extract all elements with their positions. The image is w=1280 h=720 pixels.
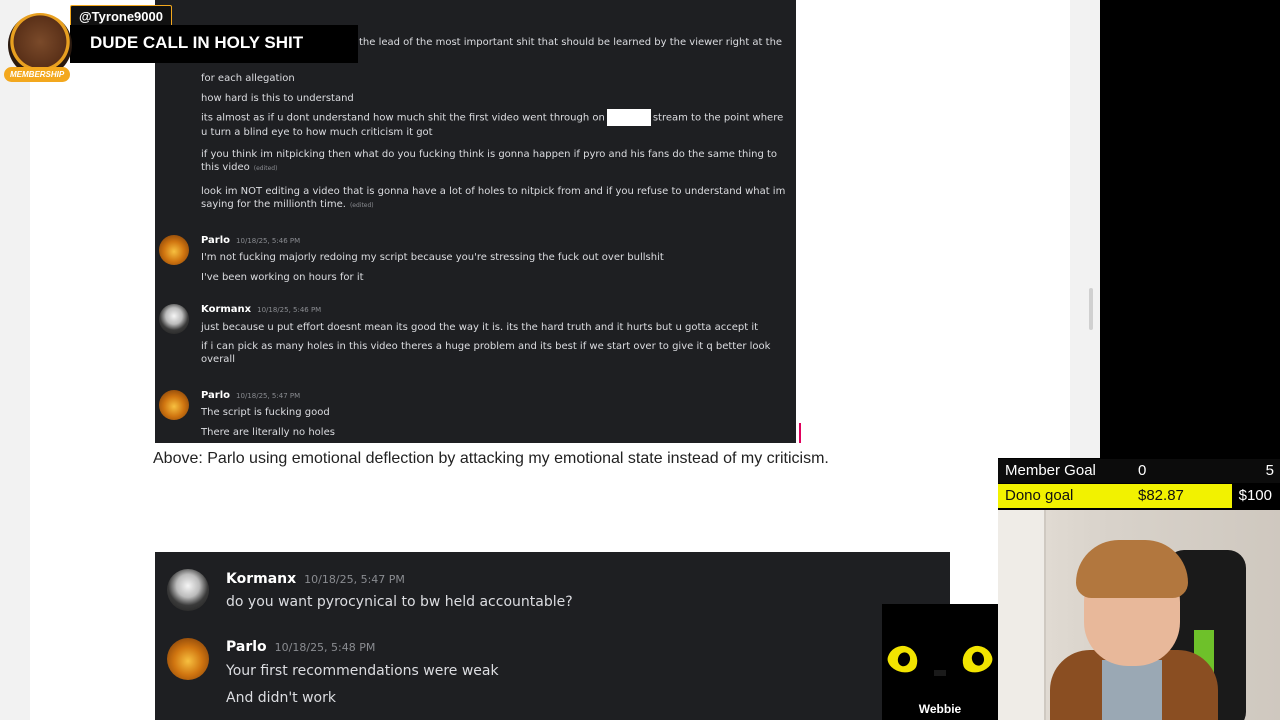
alert-message: DUDE CALL IN HOLY SHIT xyxy=(90,33,304,52)
alert-username: @Tyrone9000 xyxy=(70,5,172,29)
timestamp: 10/18/25, 5:47 PM xyxy=(236,392,301,400)
chat-line: I'm not fucking majorly redoing my script because you're stressing the fuck out over bullshit xyxy=(201,252,664,263)
cat-overlay xyxy=(882,604,998,720)
goal-target: 5 xyxy=(1265,462,1274,479)
scrollbar-thumb[interactable] xyxy=(1089,288,1093,330)
goal-label: Dono goal xyxy=(1005,487,1074,504)
chat-line xyxy=(201,109,791,139)
chat-line: There are literally no holes xyxy=(201,427,335,438)
avatar xyxy=(167,569,209,611)
chat-line: do you want pyrocynical to bw held accountable? xyxy=(226,594,573,610)
redaction-block xyxy=(607,109,651,126)
text-cursor-marker xyxy=(799,423,801,443)
message-header xyxy=(226,571,405,587)
discord-screenshot-1 xyxy=(155,0,796,443)
chat-line: how hard is this to understand xyxy=(201,93,354,104)
chat-line-fragment: the lead of the most important shit that should be learned by the viewer right at the xyxy=(359,37,783,48)
chat-line xyxy=(201,185,791,212)
cat-eye-icon xyxy=(959,642,996,676)
webcam-hair xyxy=(1076,540,1188,598)
chat-line: Your first recommendations were weak xyxy=(226,663,499,679)
avatar xyxy=(167,638,209,680)
author-name: Parlo xyxy=(201,235,231,246)
timestamp: 10/18/25, 5:46 PM xyxy=(236,237,301,245)
goal-label: Member Goal xyxy=(1005,462,1096,479)
membership-badge: MEMBERSHIP xyxy=(4,67,70,82)
message-header xyxy=(201,235,300,246)
avatar xyxy=(159,390,189,420)
chat-line: And didn't work xyxy=(226,690,336,706)
cat-nose xyxy=(934,670,946,676)
edited-tag: (edited) xyxy=(349,202,374,209)
goal-current: 0 xyxy=(1138,462,1147,479)
chat-line: just because u put effort doesnt mean its good the way it is. its the hard truth and it hurts but u gotta accept it xyxy=(201,322,759,333)
timestamp: 10/18/25, 5:48 PM xyxy=(274,641,376,654)
chat-line-text: stream to the point where u turn a blind eye to how much criticism it got xyxy=(201,112,784,138)
message-header xyxy=(201,390,300,401)
chat-line: The script is fucking good xyxy=(201,407,330,418)
chat-line: I've been working on hours for it xyxy=(201,272,364,283)
timestamp: 10/18/25, 5:47 PM xyxy=(304,573,405,586)
webcam-feed xyxy=(998,510,1280,720)
author-name: Parlo xyxy=(226,639,267,655)
document-gutter-left xyxy=(0,0,30,720)
author-name: Parlo xyxy=(201,390,231,401)
chat-line: if i can pick as many holes in this video theres a huge problem and its best if we start over to give it q better look overall xyxy=(201,341,771,365)
discord-screenshot-2 xyxy=(155,552,950,720)
webcam-shirt xyxy=(1102,660,1162,720)
dono-goal-row xyxy=(998,484,1280,508)
document-caption: Above: Parlo using emotional deflection by attacking my emotional state instead of my criticism. xyxy=(153,450,829,467)
timestamp: 10/18/25, 5:46 PM xyxy=(257,306,322,314)
edited-tag: (edited) xyxy=(253,165,278,172)
message-header xyxy=(226,639,375,655)
alert-message-box xyxy=(70,25,358,63)
goal-current: $82.87 xyxy=(1138,487,1184,504)
goal-target: $100 xyxy=(1237,484,1274,508)
chat-line-text: if you think im nitpicking then what do you fucking think is gonna happen if pyro and his fans do the same thing to this video xyxy=(201,149,778,173)
message-header xyxy=(201,304,321,315)
cat-eye-icon xyxy=(885,642,922,676)
cat-overlay-label: Webbie xyxy=(918,702,962,716)
webcam-door xyxy=(998,510,1046,720)
author-name: Kormanx xyxy=(226,571,297,587)
member-goal-row xyxy=(998,459,1280,483)
avatar xyxy=(159,304,189,334)
chat-line xyxy=(201,148,791,175)
author-name: Kormanx xyxy=(201,304,252,315)
avatar xyxy=(159,235,189,265)
chat-line-text: its almost as if u dont understand how much shit the first video went through on xyxy=(201,112,605,124)
goals-widget xyxy=(998,458,1280,510)
chat-line: for each allegation xyxy=(201,73,295,84)
chat-line-text: look im NOT editing a video that is gonna have a lot of holes to nitpick from and if you refuse to understand what im saying for the millionth time. xyxy=(201,186,786,210)
